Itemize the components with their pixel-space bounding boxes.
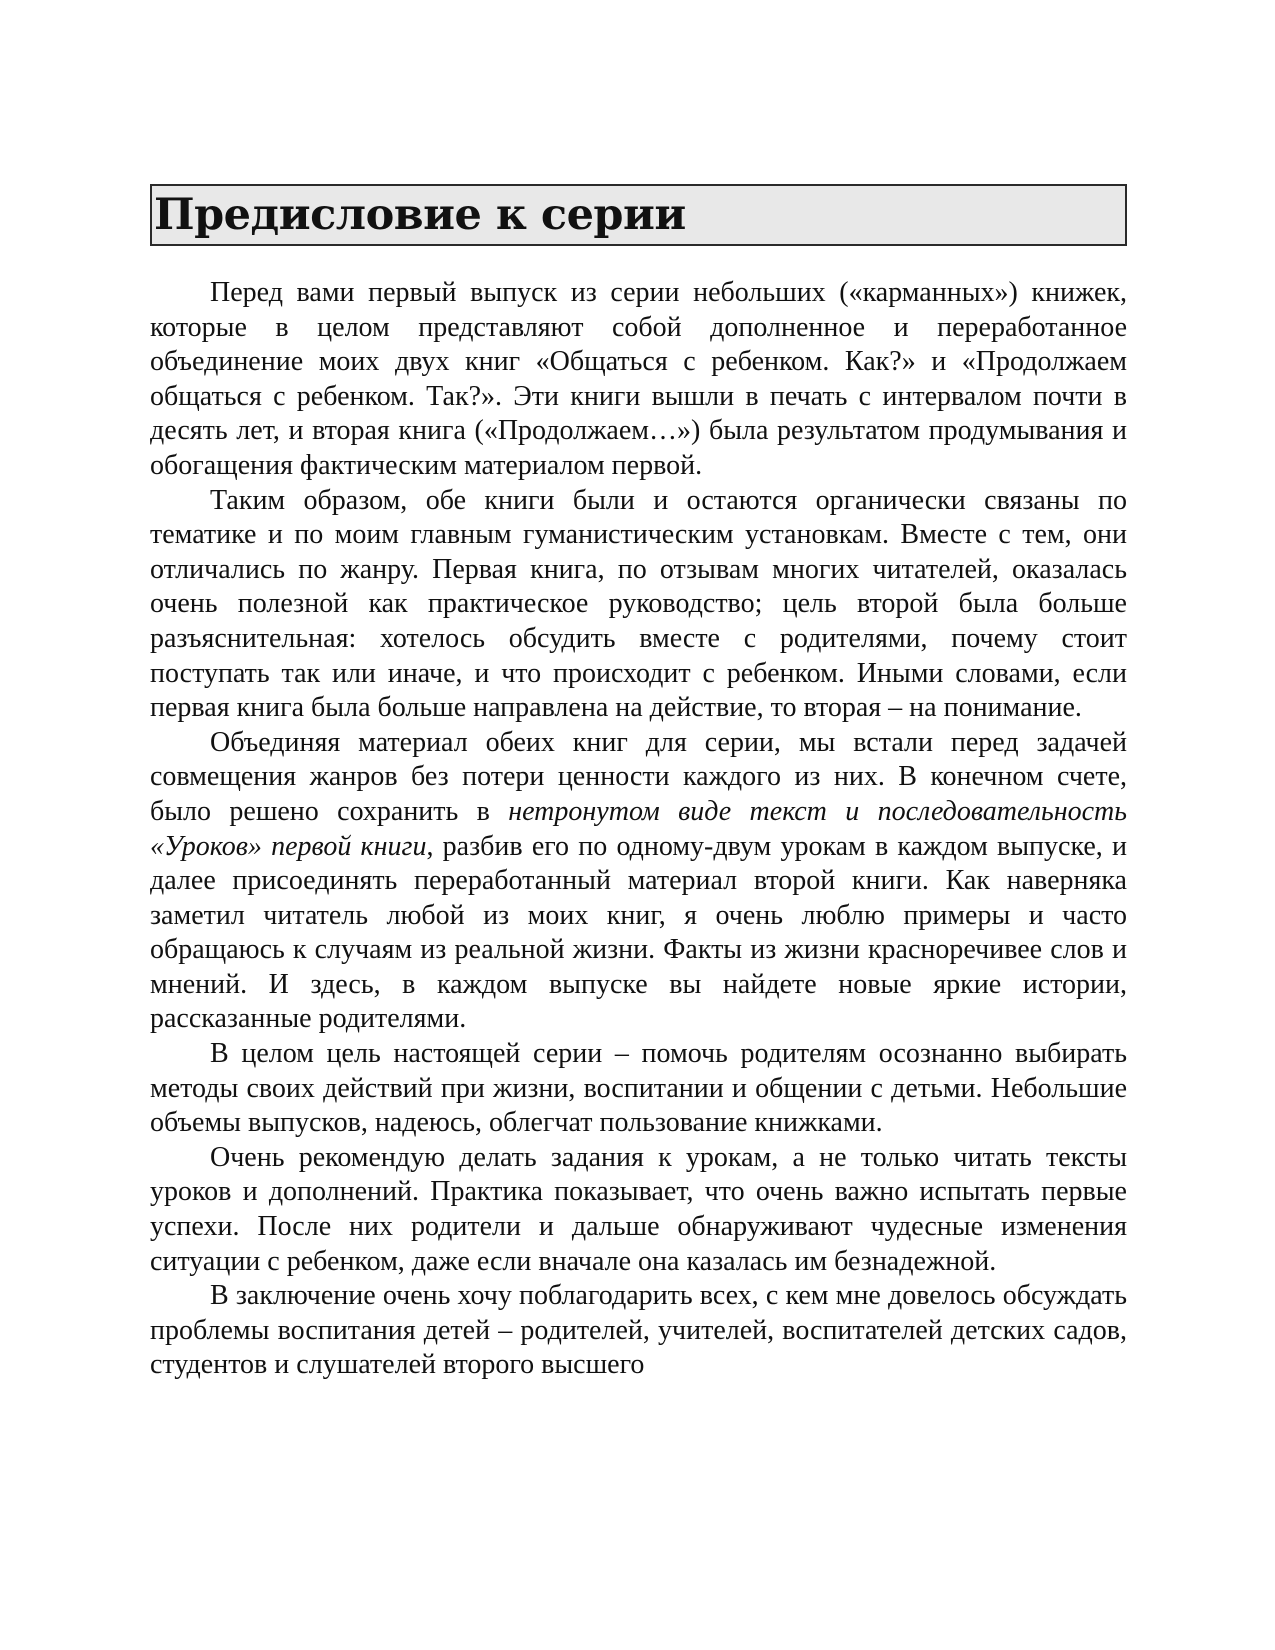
paragraph-6: В заключение очень хочу поблагодарить всех, с кем мне довелось обсуждать проблемы воспитания детей – родителей, учителей, воспитателей детских садов, студентов и слушателей второго высшего <box>150 1280 1127 1381</box>
section-heading-box <box>150 184 1127 246</box>
page-content <box>150 184 1127 1383</box>
paragraph-3-text-start: Объединяя материал обеих книг для серии, мы встали перед задачей совмещения жанров без потери ценности каждого из них. В конечном счете, было решено сохранить в <box>150 726 1127 827</box>
body-text <box>150 276 1127 1383</box>
section-title: Предисловие к серии <box>154 190 686 240</box>
paragraph-1: Перед вами первый выпуск из серии небольших («карманных») книжек, которые в целом представляют собой дополненное и переработанное объединение моих двух книг «Общаться с ребенком. Как?» и «Продолжаем общаться с ребенком. Так?». Эти книги вышли в печать с интервалом почти в десять лет, и вторая книга («Продолжаем…») была результатом продумывания и обогащения фактическим материалом первой. <box>150 277 1127 481</box>
paragraph-3 <box>150 726 1127 1037</box>
paragraph-3-text-end: , разбив его по одному-двум урокам в каждом выпуске, и далее присоединять переработанный материал второй книги. Как наверняка заметил читатель любой из моих книг, я очень люблю примеры и часто обращаюсь к случаям из реальной жизни. Факты из жизни красноречивее слов и мнений. И здесь, в каждом выпуске вы найдете новые яркие истории, рассказанные родителями. <box>150 830 1127 1035</box>
paragraph-3-italic-text: нетронутом виде текст и последовательность «Уроков» первой книги <box>150 795 1127 862</box>
paragraph-5: Очень рекомендую делать задания к урокам, а не только читать тексты уроков и дополнений. Практика показывает, что очень важно испытать первые успехи. После них родители и дальше обнаруживают чудесные изменения ситуации с ребенком, даже если вначале она казалась им безнадежной. <box>150 1141 1127 1277</box>
paragraph-4: В целом цель настоящей серии – помочь родителям осознанно выбирать методы своих действий при жизни, воспитании и общении с детьми. Небольшие объемы выпусков, надеюсь, облегчат пользование книжками. <box>150 1038 1127 1139</box>
paragraph-2: Таким образом, обе книги были и остаются органически связаны по тематике и по моим главным гуманистическим установкам. Вместе с тем, они отличались по жанру. Первая книга, по отзывам многих читателей, оказалась очень полезной как практическое руководство; цель второй была больше разъяснительная: хотелось обсудить вместе с родителями, почему стоит поступать так или иначе, и что происходит с ребенком. Иными словами, если первая книга была больше направлена на действие, то вторая – на понимание. <box>150 484 1127 724</box>
